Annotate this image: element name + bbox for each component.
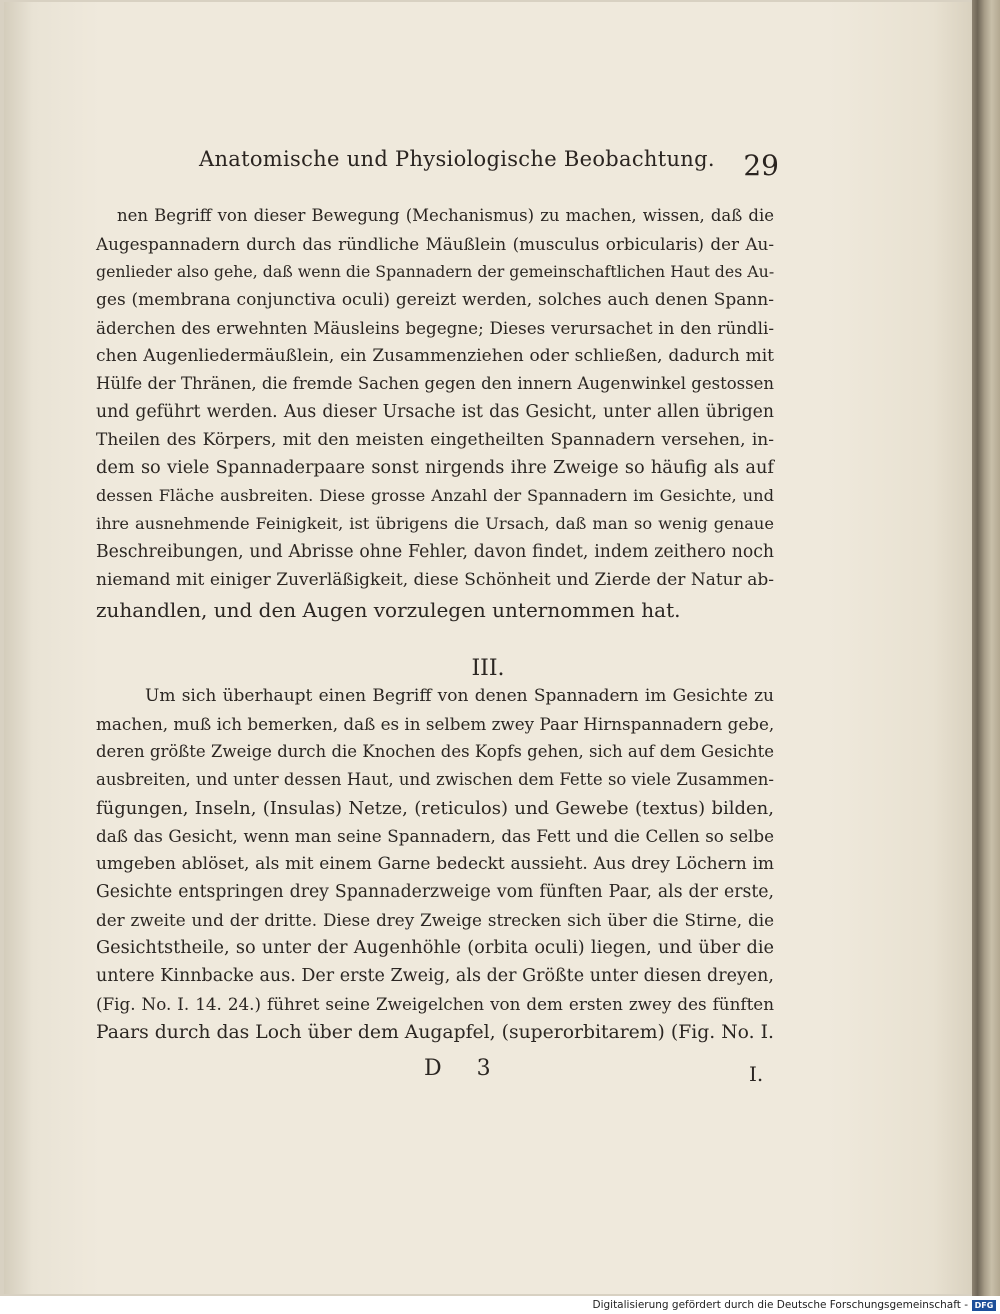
text-line: ges (membrana conjunctiva oculi) gereizt werden, solches auch denen Spann- bbox=[96, 290, 774, 310]
text-line: machen, muß ich bemerken, daß es in selbem zwey Paar Hirnspannadern gebe, bbox=[96, 714, 775, 734]
running-title: Anatomische und Physiologische Beobachtung. bbox=[199, 147, 715, 171]
signature-mark: D 3 bbox=[424, 1056, 505, 1081]
text-line: umgeben ablöset, als mit einem Garne bedeckt aussieht. Aus drey Löchern im bbox=[96, 854, 774, 874]
running-head bbox=[199, 147, 779, 191]
text-line: Gesichte entspringen drey Spannaderzweige vom fünften Paar, als der erste, bbox=[96, 882, 774, 902]
page-number: 29 bbox=[743, 149, 779, 182]
text-line: äderchen des erwehnten Mäusleins begegne; Dieses verursachet in den ründli- bbox=[96, 318, 774, 338]
text-line: nen Begriff von dieser Bewegung (Mechanismus) zu machen, wissen, daß die bbox=[117, 206, 774, 225]
text-line: dessen Fläche ausbreiten. Diese grosse Anzahl der Spannadern im Gesichte, und bbox=[96, 486, 774, 505]
text-line: Paars durch das Loch über dem Augapfel, (superorbitarem) (Fig. No. I. bbox=[96, 1022, 774, 1043]
page-edge bbox=[972, 0, 1000, 1296]
catchword: I. bbox=[749, 1062, 764, 1086]
text-line: (Fig. No. I. 14. 24.) führet seine Zweigelchen von dem ersten zwey des fünften bbox=[96, 994, 774, 1014]
text-line: Theilen des Körpers, mit den meisten eingetheilten Spannadern versehen, in- bbox=[96, 430, 774, 450]
text-line: daß das Gesicht, wenn man seine Spannadern, das Fett und die Cellen so selbe bbox=[96, 826, 774, 846]
text-line: Beschreibungen, und Abrisse ohne Fehler, davon findet, indem zeithero noch bbox=[96, 542, 774, 562]
footer-credit: Digitalisierung gefördert durch die Deutsche Forschungsgemeinschaft - bbox=[592, 1299, 968, 1311]
text-line: fügungen, Inseln, (Insulas) Netze, (reticulos) und Gewebe (textus) bilden, bbox=[96, 798, 774, 819]
book-page bbox=[4, 2, 972, 1294]
text-line: der zweite und der dritte. Diese drey Zweige strecken sich über die Stirne, die bbox=[96, 910, 774, 930]
text-line: dem so viele Spannaderpaare sonst nirgends ihre Zweige so häufig als auf bbox=[96, 458, 774, 478]
section-heading: III. bbox=[471, 656, 505, 681]
text-line: ihre ausnehmende Feinigkeit, ist übrigens die Ursach, daß man so wenig genaue bbox=[96, 514, 774, 533]
text-line: zuhandlen, und den Augen vorzulegen unternommen hat. bbox=[96, 598, 681, 622]
text-line: chen Augenliedermäußlein, ein Zusammenziehen oder schließen, dadurch mit bbox=[96, 346, 774, 366]
text-line: Augespannadern durch das ründliche Mäußlein (musculus orbicularis) der Au- bbox=[96, 234, 774, 254]
text-line: und geführt werden. Aus dieser Ursache ist das Gesicht, unter allen übrigen bbox=[96, 402, 774, 422]
text-line: niemand mit einiger Zuverläßigkeit, diese Schönheit und Zierde der Natur ab- bbox=[96, 570, 774, 590]
footer bbox=[592, 1297, 996, 1313]
text-line: untere Kinnbacke aus. Der erste Zweig, als der Größte unter diesen dreyen, bbox=[96, 966, 774, 986]
dfg-logo: DFG bbox=[972, 1300, 996, 1311]
text-line: deren größte Zweige durch die Knochen des Kopfs gehen, sich auf dem Gesichte bbox=[96, 742, 774, 761]
text-line: Um sich überhaupt einen Begriff von denen Spannadern im Gesichte zu bbox=[145, 686, 774, 706]
text-line: Hülfe der Thränen, die fremde Sachen gegen den innern Augenwinkel gestossen bbox=[96, 374, 774, 393]
text-line: ausbreiten, und unter dessen Haut, und zwischen dem Fette so viele Zusammen- bbox=[96, 770, 774, 789]
text-line: genlieder also gehe, daß wenn die Spannadern der gemeinschaftlichen Haut des Au- bbox=[96, 262, 775, 281]
text-line: Gesichtstheile, so unter der Augenhöhle (orbita oculi) liegen, und über die bbox=[96, 938, 774, 958]
